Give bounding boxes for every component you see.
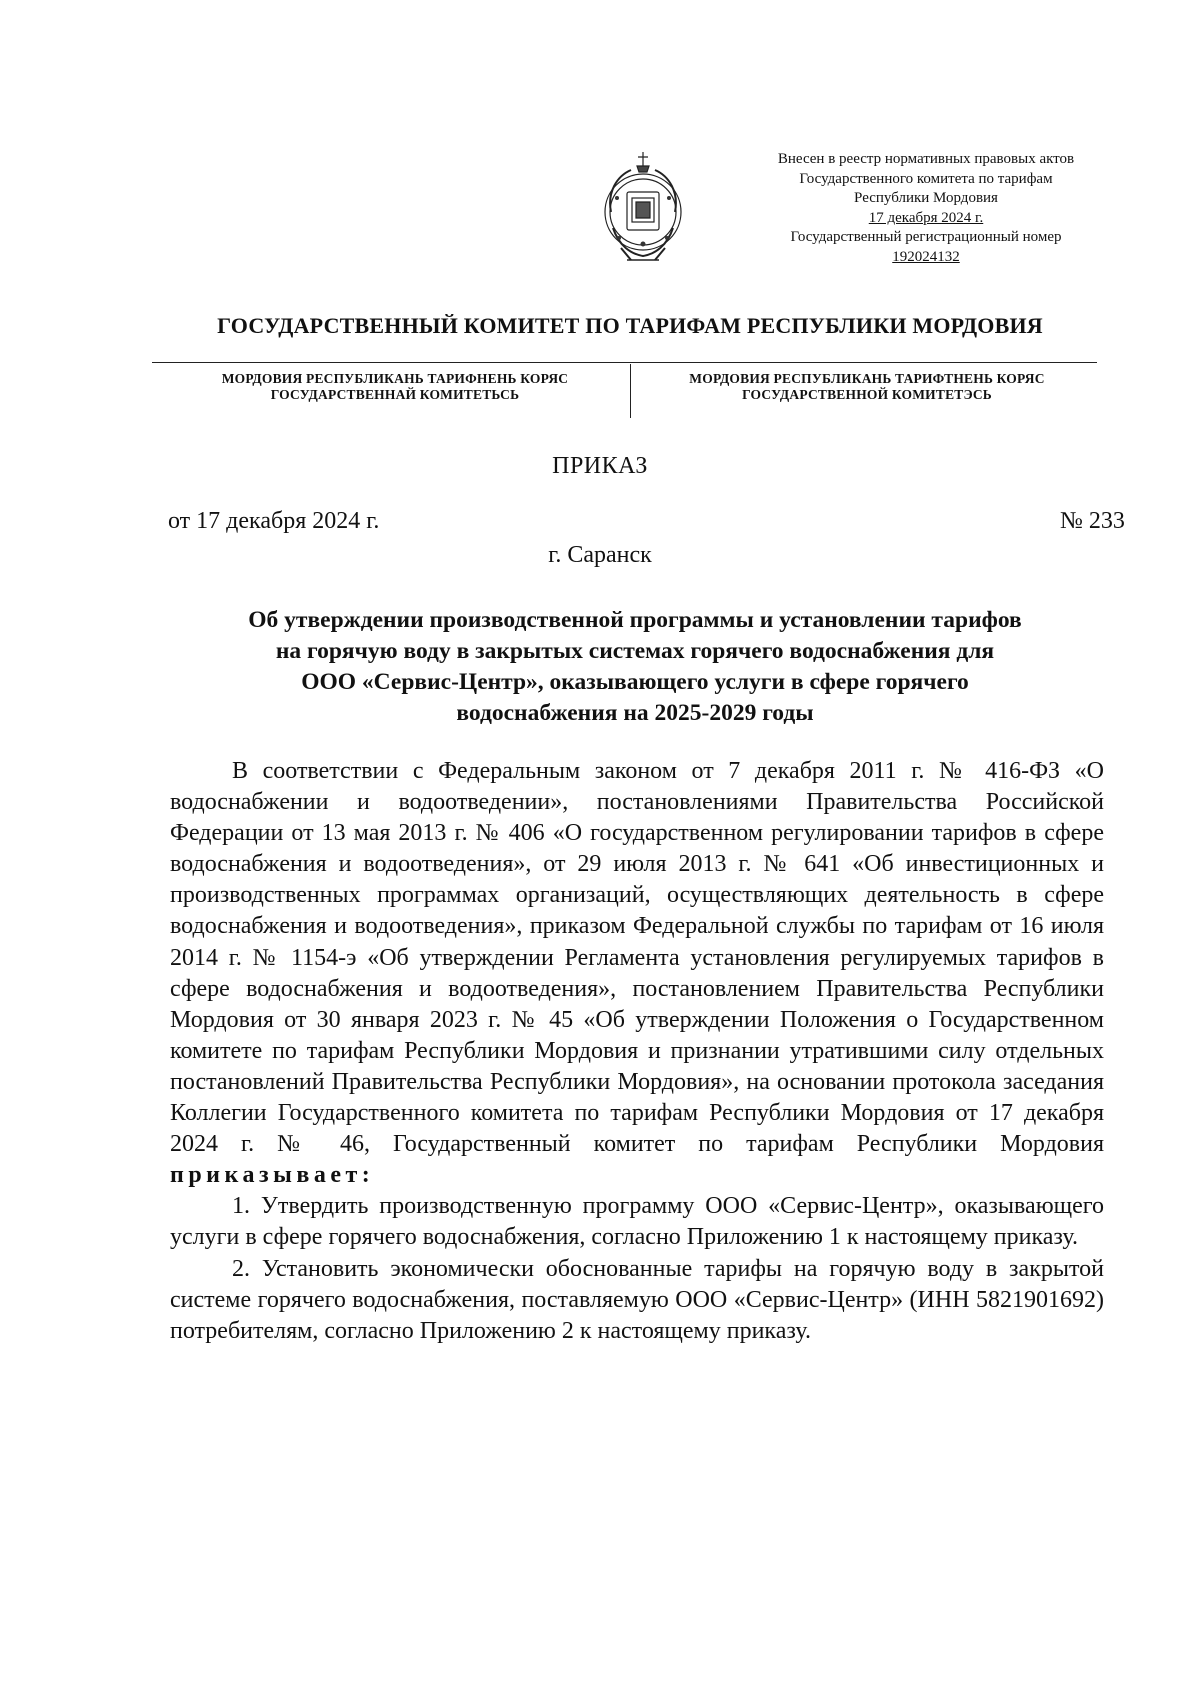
registry-date: 17 декабря 2024 г. xyxy=(868,209,984,226)
subtitle-line: ГОСУДАРСТВЕННОЙ КОМИТЕТЭСЬ xyxy=(742,387,992,402)
preamble-text: В соответствии с Федеральным законом от 7 декабря 2011 г. № 416-ФЗ «О водоснабжении и водоотведении», постановлениями Правительства Российской Федерации от 13 мая 2013 г. № 406 «О государственном регулировании тарифов в сфере водоснабжения и водоотведения», от 29 июля 2013 г. № 641 «Об инвестиционных и производственных программах организаций, осуществляющих деятельность в сфере водоснабжения и водоотведения», приказом Федеральной службы по тарифам от 16 июля 2014 г. № 1154-э «Об утверждении Регламента установления регулируемых тарифов в сфере водоснабжения и водоотведения», постановлением Правительства Республики Мордовия от 30 января 2023 г. № 45 «Об утверждении Положения о Государственном комитете по тарифам Республики Мордовия и признании утратившими силу отдельных постановлений Правительства Республики Мордовия», на основании протокола заседания Коллегии Государственного комитета по тарифам Республики Мордовия от 17 декабря 2024 г. № 46, Государственный комитет по тарифам Республики Мордовия xyxy=(170,758,1104,1158)
header-vertical-divider xyxy=(630,364,631,418)
coat-of-arms-emblem xyxy=(597,148,689,266)
order-date: от 17 декабря 2024 г. xyxy=(168,508,380,534)
header-divider xyxy=(152,362,1097,363)
registry-number: 192024132 xyxy=(892,248,960,265)
document-body xyxy=(170,756,1104,1347)
registry-line: Государственного комитета по тарифам xyxy=(799,170,1053,187)
organization-title: ГОСУДАРСТВЕННЫЙ КОМИТЕТ ПО ТАРИФАМ РЕСПУБЛИКИ МОРДОВИЯ xyxy=(217,313,1043,338)
organization-subtitle-right xyxy=(652,371,1082,403)
title-line: водоснабжения на 2025-2029 годы xyxy=(456,700,814,726)
document-title xyxy=(175,605,1095,729)
order-type: ПРИКАЗ xyxy=(552,453,648,479)
order-number: № 233 xyxy=(1060,508,1125,534)
registry-line: Внесен в реестр нормативных правовых актов xyxy=(777,151,1075,167)
subtitle-line: ГОСУДАРСТВЕННАЙ КОМИТЕТЬСЬ xyxy=(270,387,520,402)
item-paragraph-2: 2. Установить экономически обоснованные тарифы на горячую воду в закрытой системе горячего водоснабжения, поставляемую ООО «Сервис-Центр» (ИНН 5821901692) потребителям, согласно Приложению 2 к настоящему приказу. xyxy=(170,1255,1104,1344)
registry-line: Государственный регистрационный номер xyxy=(790,229,1062,246)
preamble-paragraph xyxy=(170,756,1104,1191)
registry-note xyxy=(736,150,1116,268)
registry-line: Республики Мордовия xyxy=(854,190,998,207)
title-line: на горячую воду в закрытых системах горячего водоснабжения для xyxy=(275,638,995,664)
title-line: ООО «Сервис-Центр», оказывающего услуги в сфере горячего xyxy=(301,669,969,695)
organization-subtitle-left xyxy=(180,371,610,403)
subtitle-line: МОРДОВИЯ РЕСПУБЛИКАНЬ ТАРИФНЕНЬ КОРЯС xyxy=(221,371,569,386)
subtitle-line: МОРДОВИЯ РЕСПУБЛИКАНЬ ТАРИФТНЕНЬ КОРЯС xyxy=(689,371,1045,386)
item-paragraph-1: 1. Утвердить производственную программу ООО «Сервис-Центр», оказывающего услуги в сфере горячего водоснабжения, согласно Приложению 1 к настоящему приказу. xyxy=(170,1193,1104,1251)
decree-word: приказывает: xyxy=(170,1162,375,1189)
title-line: Об утверждении производственной программы и установлении тарифов xyxy=(248,607,1022,633)
order-city: г. Саранск xyxy=(548,542,652,568)
